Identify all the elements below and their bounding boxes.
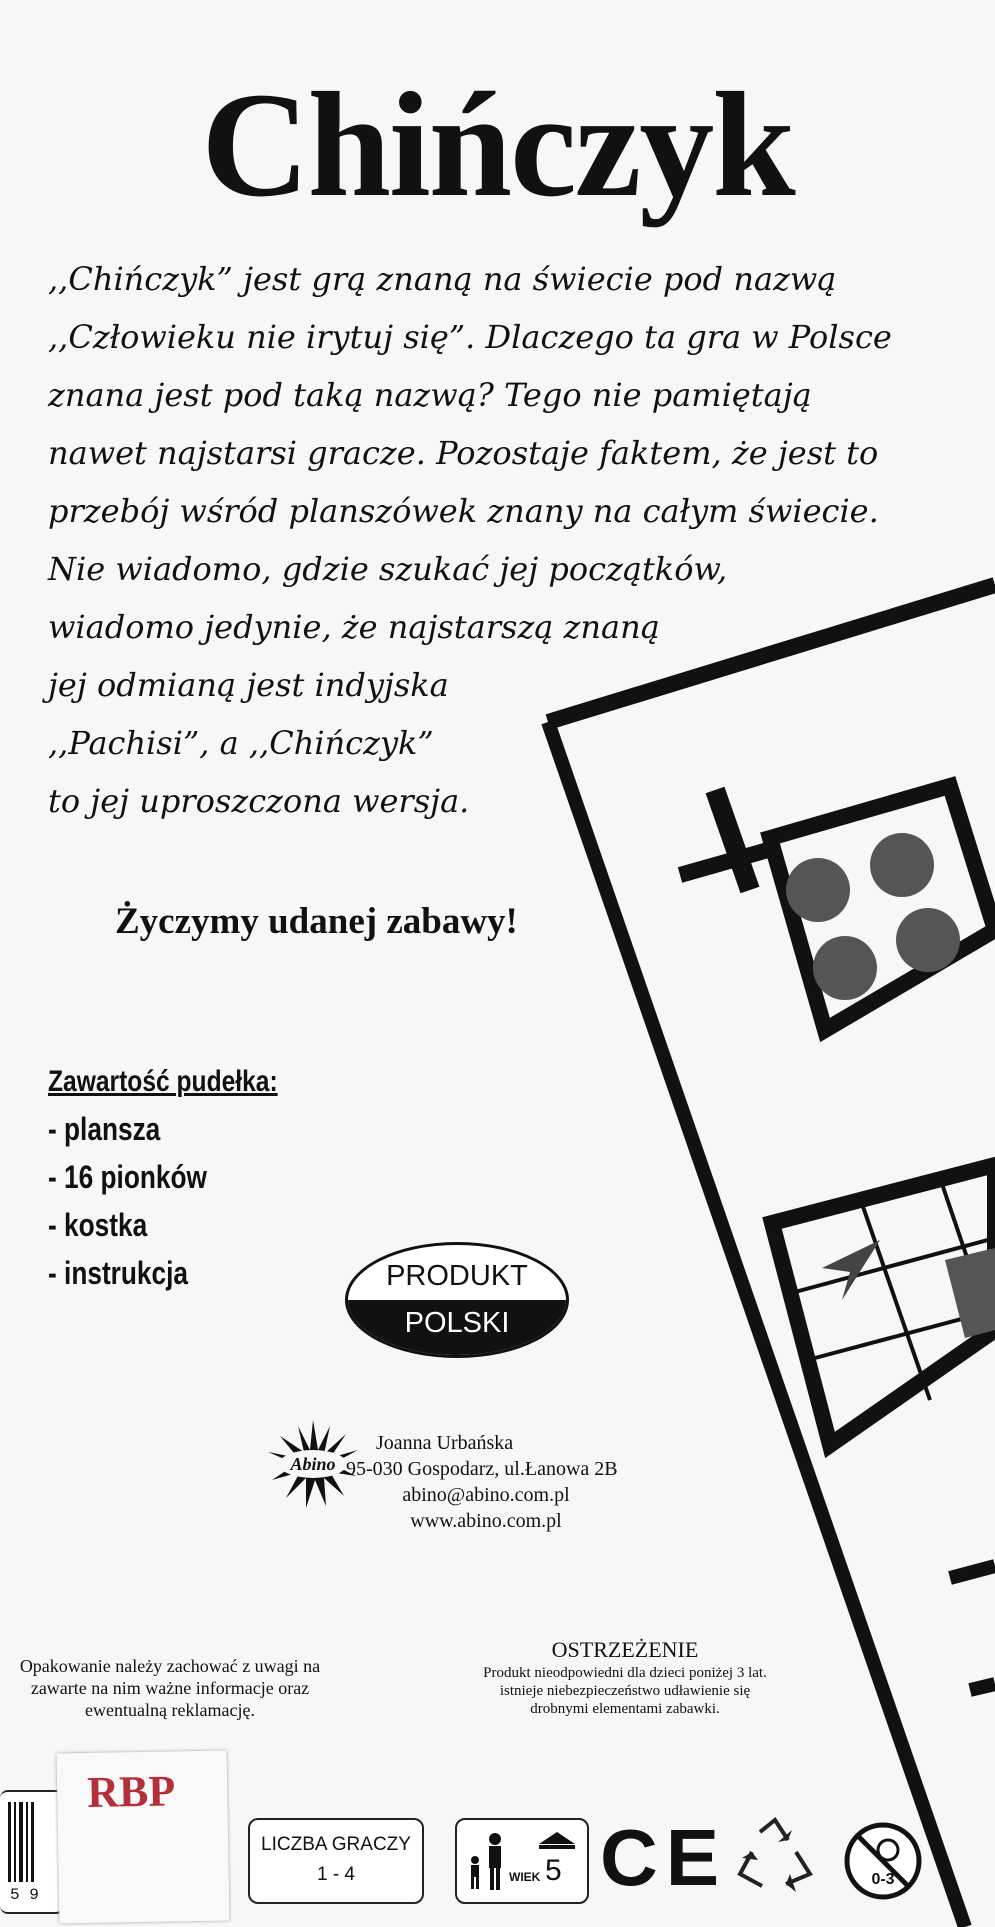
barcode-digits: 5 9 xyxy=(10,1886,39,1904)
not-for-under-3-icon xyxy=(842,1820,924,1902)
up-arrow-icon xyxy=(539,1832,575,1850)
people-icon xyxy=(465,1832,513,1892)
players-label: LICZBA GRACZY xyxy=(261,1834,411,1855)
no-age-label: 0-3 xyxy=(871,1871,895,1888)
ce-mark: CE xyxy=(600,1813,728,1902)
publisher-web: www.abino.com.pl xyxy=(410,1510,562,1532)
box-contents xyxy=(48,1065,328,1297)
game-title: Chińczyk xyxy=(201,62,794,228)
age-box xyxy=(455,1818,589,1904)
recycle-icon xyxy=(730,1812,820,1902)
warning-line: istnieje niebezpieczeństwo udławienie się xyxy=(499,1683,751,1699)
box-contents-item: - plansza xyxy=(48,1111,161,1147)
intro-line: ,,Pachisi”, a ,,Chińczyk” xyxy=(48,724,434,762)
packaging-note: Opakowanie należy zachować z uwagi na zawarte na nim ważne informacje oraz ewentualną reklamację. xyxy=(19,1656,321,1720)
badge-bottom-text: POLSKI xyxy=(348,1300,566,1355)
intro-line: to jej uproszczona wersja. xyxy=(48,782,470,820)
produkt-polski-badge xyxy=(345,1242,569,1358)
intro-line: ,,Człowieku nie irytuj się”. Dlaczego ta gra w Polsce xyxy=(48,318,892,356)
box-contents-item: - instrukcja xyxy=(48,1255,188,1291)
publisher-address: 95-030 Gospodarz, ul.Łanowa 2B xyxy=(346,1458,618,1480)
box-contents-item: - 16 pionków xyxy=(48,1159,207,1195)
wish-text: Życzymy udanej zabawy! xyxy=(115,901,518,942)
age-label: WIEK xyxy=(509,1870,541,1884)
warning-line: drobnymi elementami zabawki. xyxy=(530,1701,720,1717)
intro-text xyxy=(48,250,968,830)
box-contents-item: - kostka xyxy=(48,1207,148,1243)
price-sticker-text: RBP xyxy=(86,1766,176,1817)
warning-heading: OSTRZEŻENIE xyxy=(551,1637,699,1662)
intro-line: Nie wiadomo, gdzie szukać jej początków, xyxy=(48,550,728,588)
price-sticker xyxy=(57,1751,230,1924)
intro-line: nawet najstarsi gracze. Pozostaje faktem, że jest to xyxy=(48,434,879,472)
badge-top-text: PRODUKT xyxy=(386,1260,528,1292)
barcode-bars xyxy=(8,1802,58,1882)
barcode xyxy=(0,1790,64,1914)
intro-line: przebój wśród planszówek znany na całym świecie. xyxy=(48,492,879,530)
warning-block xyxy=(425,1636,825,1718)
publisher-name: Joanna Urbańska xyxy=(376,1432,514,1454)
abino-logo-text: Abino xyxy=(290,1454,336,1474)
intro-line: wiadomo jedynie, że najstarszą znaną xyxy=(48,608,660,646)
warning-line: Produkt nieodpowiedni dla dzieci poniżej 3 lat. xyxy=(483,1665,767,1681)
players-box xyxy=(248,1818,424,1904)
intro-line: jej odmianą jest indyjska xyxy=(48,666,449,704)
intro-line: ,,Chińczyk” jest grą znaną na świecie pod nazwą xyxy=(48,260,837,298)
box-contents-heading: Zawartość pudełka: xyxy=(48,1065,278,1098)
players-value: 1 - 4 xyxy=(316,1864,356,1885)
age-value: 5 xyxy=(545,1854,562,1887)
abino-star-logo-icon xyxy=(268,1420,358,1510)
intro-line: znana jest pod taką nazwą? Tego nie pamiętają xyxy=(48,376,812,414)
publisher-email: abino@abino.com.pl xyxy=(402,1484,570,1506)
